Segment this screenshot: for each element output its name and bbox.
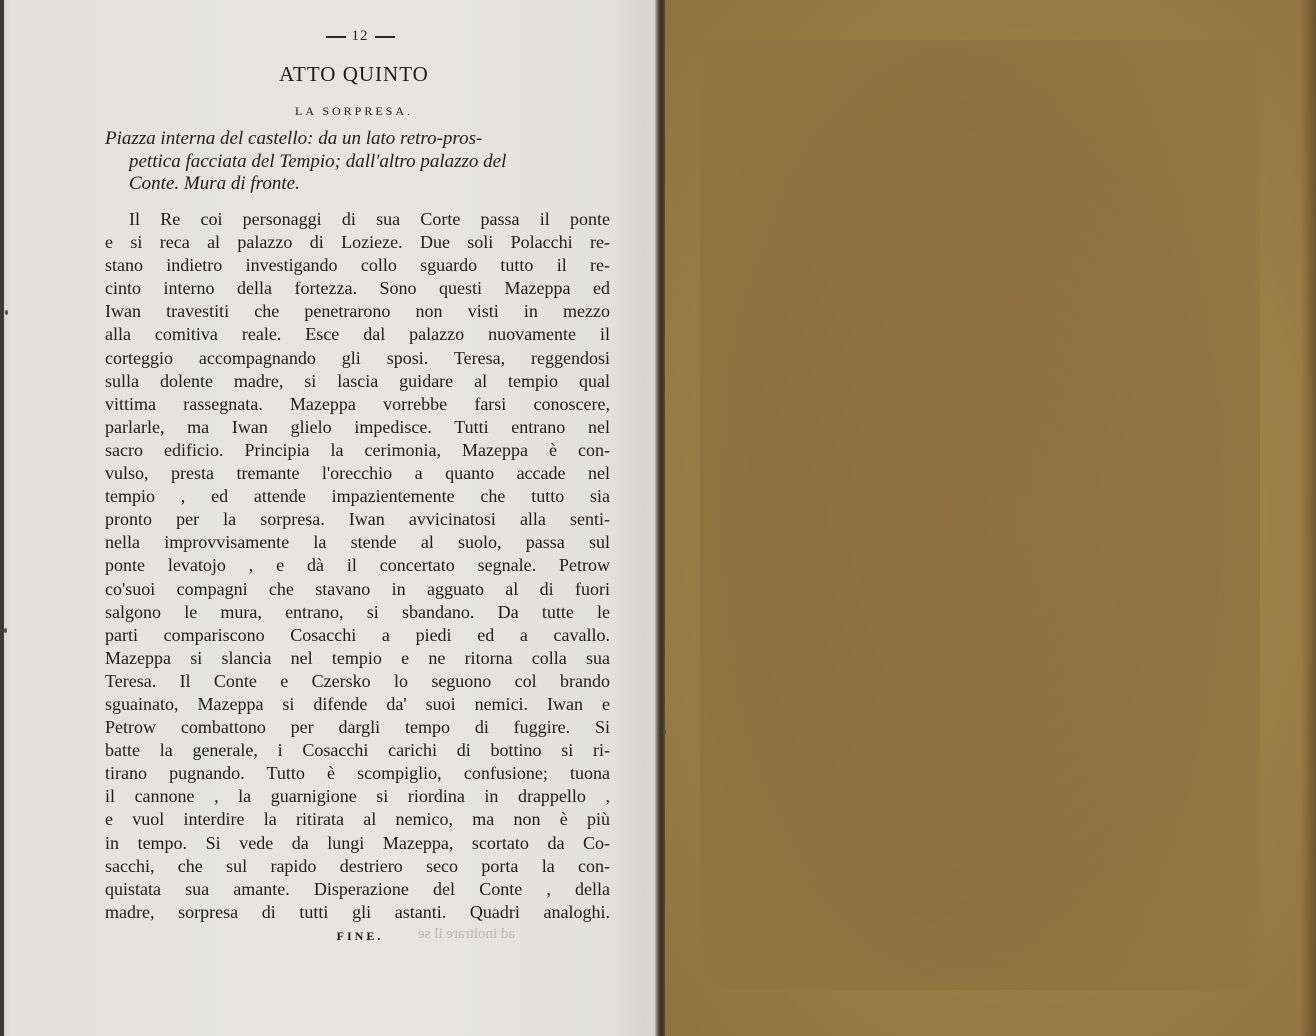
body-line: parlarle, ma Iwan glielo impedisce. Tutti entrano nel <box>105 416 610 437</box>
body-line: sulla dolente madre, si lascia guidare al tempio qual <box>105 370 610 391</box>
body-line: Il Re coi personaggi di sua Corte passa il ponte <box>129 209 610 229</box>
end-marker: FINE. <box>336 929 384 943</box>
body-line: vittima rassegnata. Mazeppa vorrebbe farsi conoscere, <box>105 393 610 414</box>
scene-title: LA SORPRESA. <box>294 104 414 118</box>
body-line: madre, sorpresa di tutti gli astanti. Quadri analoghi. <box>105 901 610 922</box>
body-line: salgono le mura, entrano, si sbandano. Da tutte le <box>105 601 610 622</box>
body-line: tirano pugnando. Tutto è scompiglio, confusione; tuona <box>105 763 610 784</box>
page-number <box>300 28 420 45</box>
body-line: cinto interno della fortezza. Sono questi Mazeppa ed <box>105 278 610 299</box>
paper-speck <box>5 310 8 315</box>
body-line: sacchi, che sul rapido destriero seco porta la con- <box>105 855 610 876</box>
body-line: alla comitiva reale. Esce dal palazzo nuovamente il <box>105 324 610 345</box>
setting-line: Conte. Mura di fronte. <box>129 173 300 194</box>
body-line: batte la generale, i Cosacchi carichi di bottino si ri- <box>105 740 610 761</box>
body-line: pronto per la sorpresa. Iwan avvicinatosi alla senti- <box>105 509 610 530</box>
body-line: sacro edificio. Principia la cerimonia, Mazeppa è con- <box>105 439 610 460</box>
body-line: nella improvvisamente la stende al suolo, passa sul <box>105 532 610 553</box>
body-line: parti compariscono Cosacchi a piedi ed a cavallo. <box>105 624 610 645</box>
body-line: corteggio accompagnando gli sposi. Teresa, reggendosi <box>105 347 610 368</box>
body-line: e vuol interdire la ritirata al nemico, ma non è più <box>105 809 610 830</box>
body-line: vulso, presta tremante l'orecchio a quanto accade nel <box>105 463 610 484</box>
right-page-bleed-through <box>700 40 1260 990</box>
bleed-through-text: ad inoltrare il se <box>418 926 516 942</box>
act-title: ATTO QUINTO <box>279 62 429 86</box>
right-page-edge <box>1300 0 1316 1036</box>
left-edge-shadow <box>0 0 4 1036</box>
body-line: co'suoi compagni che stavano in agguato al di fuori <box>105 578 610 599</box>
body-line: Petrow combattono per dargli tempo di fuggire. Si <box>105 717 610 738</box>
page-number-dash-left <box>326 36 346 38</box>
paper-speck <box>4 628 7 633</box>
page-number-dash-right <box>375 36 395 38</box>
body-line: ponte levatojo , e dà il concertato segnale. Petrow <box>105 555 610 576</box>
body-line: Mazeppa si slancia nel tempio e ne ritorna colla sua <box>105 647 610 668</box>
body-line: in tempo. Si vede da lungi Mazeppa, scortato da Co- <box>105 832 610 853</box>
setting-line: Piazza interna del castello: da un lato retro-pros- <box>105 128 483 149</box>
stage-setting <box>105 128 610 196</box>
body-line: sguainato, Mazeppa si difende da' suoi nemici. Iwan e <box>105 693 610 714</box>
body-line: stano indietro investigando collo sguardo tutto il re- <box>105 255 610 276</box>
body-line: Iwan travestiti che penetrarono non visti in mezzo <box>105 301 610 322</box>
body-line: Teresa. Il Conte e Czersko lo seguono col brando <box>105 670 610 691</box>
page-number-text: 12 <box>351 28 369 44</box>
setting-line: pettica facciata del Tempio; dall'altro palazzo del <box>129 150 507 172</box>
paper-speck <box>663 728 666 736</box>
book-gutter <box>655 0 665 1036</box>
body-line: e si reca al palazzo di Lozieze. Due soli Polacchi re- <box>105 232 610 253</box>
body-line: tempio , ed attende impazientemente che tutto sia <box>105 486 610 507</box>
body-line: il cannone , la guarnigione si riordina in drappello , <box>105 786 610 807</box>
body-line: quistata sua amante. Disperazione del Conte , della <box>105 878 610 899</box>
stage-directions-body <box>105 208 610 924</box>
